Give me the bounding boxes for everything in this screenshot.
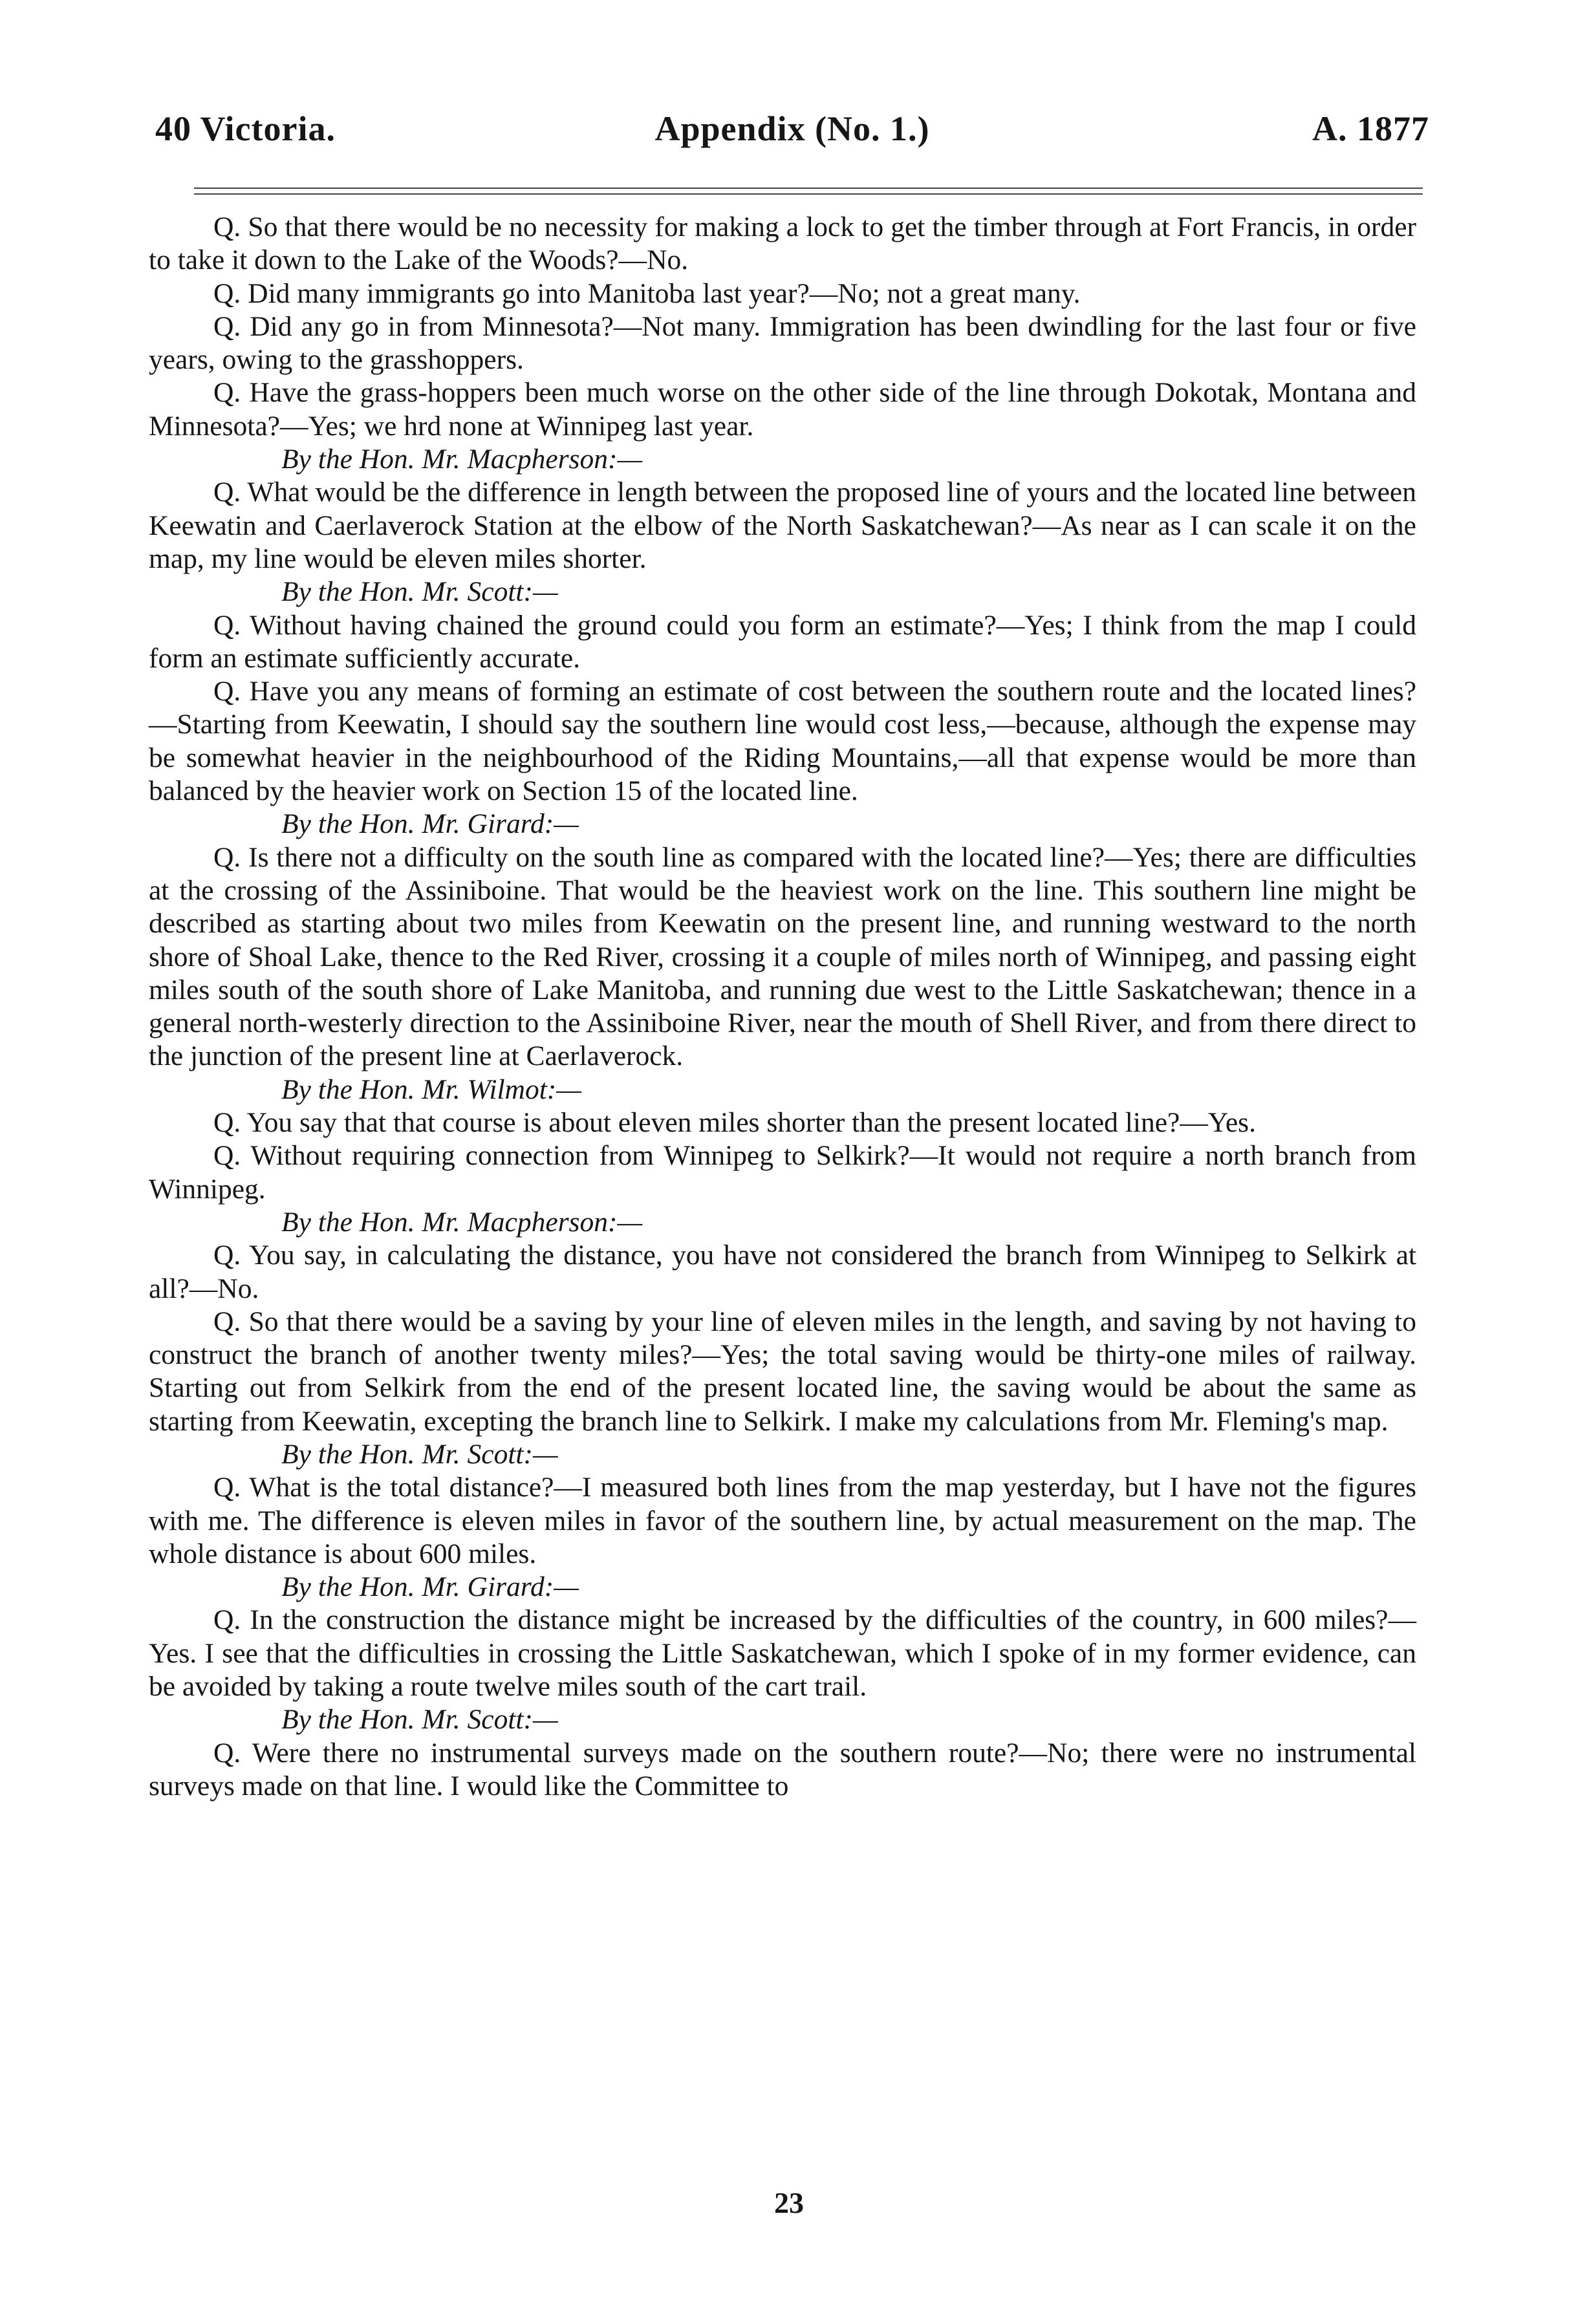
question-answer: Q. You say that that course is about eleven miles shorter than the present located line?—Yes. <box>213 1107 1256 1139</box>
question-answer: Q. Did many immigrants go into Manitoba last year?—No; not a great many. <box>213 277 1081 309</box>
question-answer: Q. Have the grass-hoppers been much worse on the other side of the line through Dokotak, Montana and Minnesota?—Yes; we hrd none at Winnipeg last year. <box>149 377 1416 442</box>
question-answer: Q. Without requiring connection from Winnipeg to Selkirk?—It would not require a north branch from Winnipeg. <box>149 1140 1416 1205</box>
speaker-heading: By the Hon. Mr. Wilmot:— <box>281 1073 581 1105</box>
speaker-heading: By the Hon. Mr. Scott:— <box>281 576 558 608</box>
question-answer: Q. Did any go in from Minnesota?—Not many. Immigration has been dwindling for the last four or five years, owing to the grasshoppers. <box>149 310 1416 376</box>
speaker-heading: By the Hon. Mr. Scott:— <box>281 1438 558 1470</box>
question-answer: Q. You say, in calculating the distance, you have not considered the branch from Winnipeg to Selkirk at all?—No. <box>149 1240 1416 1304</box>
question-answer: Q. So that there would be no necessity for making a lock to get the timber through at Fort Francis, in order to take it down to the Lake of the Woods?—No. <box>149 211 1416 276</box>
question-answer: Q. So that there would be a saving by your line of eleven miles in the length, and saving by not having to construct the branch of another twenty miles?—Yes; the total saving would be thirty-one miles of railway. Starting out from Selkirk from the end of the present located line, the saving would be about the same as starting from Keewatin, excepting the branch line to Selkirk. I make my calculations from Mr. Fleming's map. <box>149 1306 1416 1437</box>
question-answer: Q. Were there no instrumental surveys made on the southern route?—No; there were no instrumental surveys made on that line. I would like the Committee to <box>149 1737 1416 1802</box>
speaker-heading: By the Hon. Mr. Girard:— <box>281 1571 579 1603</box>
speaker-heading: By the Hon. Mr. Scott:— <box>281 1704 558 1736</box>
question-answer: Q. Is there not a difficulty on the south line as compared with the located line?—Yes; there are difficulties at the crossing of the Assiniboine. That would be the heaviest work on the line. This southern line might be described as starting about two miles from Keewatin on the present line, and running westward to the north shore of Shoal Lake, thence to the Red River, crossing it a couple of miles north of Winnipeg, and passing eight miles south of the south shore of Lake Manitoba, and running due west to the Little Saskatchewan; thence in a general north-westerly direction to the Assiniboine River, near the mouth of Shell River, and from there direct to the junction of the present line at Caerlaverock. <box>149 841 1416 1072</box>
question-answer: Q. Without having chained the ground could you form an estimate?—Yes; I think from the map I could form an estimate sufficiently accurate. <box>149 609 1416 674</box>
speaker-heading: By the Hon. Mr. Macpherson:— <box>281 1206 643 1238</box>
speaker-heading: By the Hon. Mr. Girard:— <box>281 808 579 840</box>
question-answer: Q. Have you any means of forming an estimate of cost between the southern route and the located lines?—Starting from Keewatin, I should say the southern line would cost less,—because, although the expense may be somewhat heavier in the neighbourhood of the Riding Mountains,—all that expense would be more than balanced by the heavier work on Section 15 of the located line. <box>149 676 1416 807</box>
page-number: 23 <box>774 2186 804 2219</box>
running-head <box>155 109 1429 154</box>
evidence-text <box>149 211 1416 1803</box>
question-answer: Q. In the construction the distance might be increased by the difficulties of the country, in 600 miles?—Yes. I see that the difficulties in crossing the Little Saskatchewan, which I spoke of in my former evidence, can be avoided by taking a route twelve miles south of the cart trail. <box>149 1604 1416 1703</box>
header-rule-top <box>194 188 1423 189</box>
speaker-heading: By the Hon. Mr. Macpherson:— <box>281 444 643 475</box>
header-session: 40 Victoria. <box>155 109 336 148</box>
header-rule-bottom <box>194 193 1423 195</box>
header-appendix: Appendix (No. 1.) <box>654 109 930 148</box>
question-answer: Q. What would be the difference in length between the proposed line of yours and the located line between Keewatin and Caerlaverock Station at the elbow of the North Saskatchewan?—As near as I can scale it on the map, my line would be eleven miles shorter. <box>149 477 1416 574</box>
header-year: A. 1877 <box>1312 109 1429 148</box>
question-answer: Q. What is the total distance?—I measured both lines from the map yesterday, but I have not the figures with me. The difference is eleven miles in favor of the southern line, by actual measurement on the map. The whole distance is about 600 miles. <box>149 1472 1416 1569</box>
